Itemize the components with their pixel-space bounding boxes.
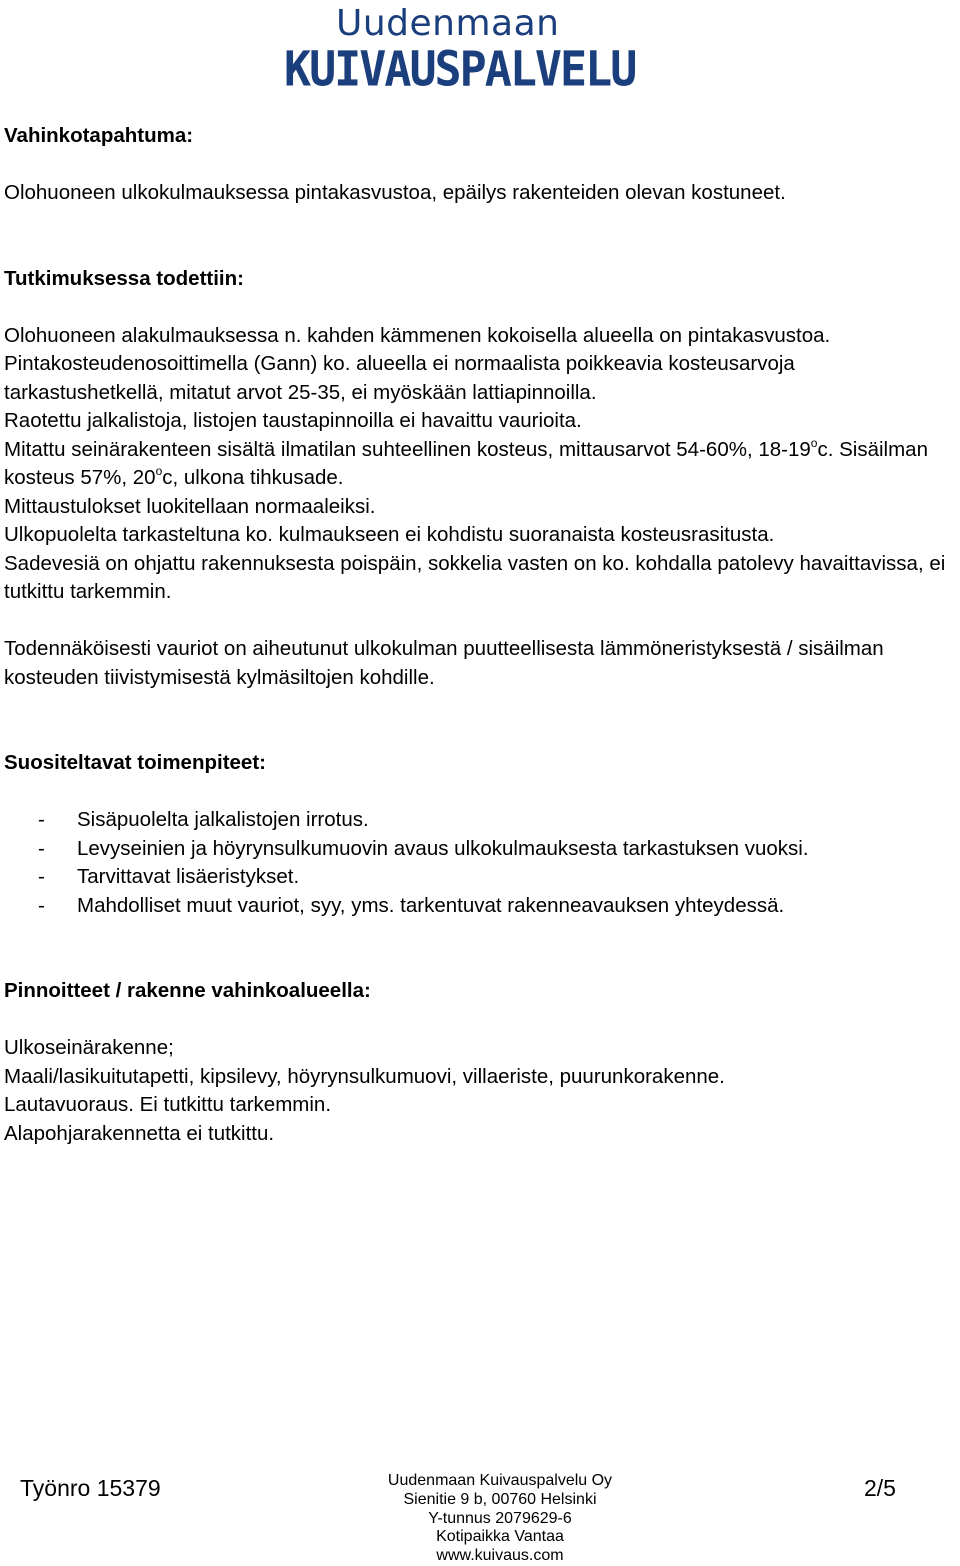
heading-vahinkotapahtuma: Vahinkotapahtuma:: [4, 124, 194, 147]
measurement-text-c: c, ulkona tihkusade.: [162, 466, 344, 489]
conclusion-text: Todennäköisesti vauriot on aiheutunut ulkokulman puutteellisesta lämmöneristyksestä / sisäilman kosteuden tiivistymisestä kylmäsiltojen kohdille.: [4, 637, 884, 689]
list-item: - Mahdolliset muut vauriot, syy, yms. tarkentuvat rakenneavauksen yhteydessä.: [4, 892, 960, 921]
finding-line: Olohuoneen alakulmauksessa n. kahden kämmenen kokoisella alueella on pintakasvustoa.: [4, 323, 831, 347]
page-number: 2/5: [864, 1475, 896, 1501]
logo-line-2: KUIVAUSPALVELU: [284, 40, 636, 97]
heading-toimenpiteet: Suositeltavat toimenpiteet:: [4, 751, 266, 774]
degree-symbol: o: [155, 464, 163, 479]
measurement-text-b: c. Sisäilman kosteus 57%, 20: [4, 437, 928, 489]
company-info: [250, 1472, 750, 1566]
finding-line: Pintakosteudenosoittimella (Gann) ko. alueella ei normaalista poikkeavia kosteusarvoja tarkastushetkellä, mitatut arvot 25-35, ei myöskään lattiapinnoilla.: [4, 352, 795, 404]
job-number: Työnro 15379: [20, 1475, 161, 1501]
structure-line: Ulkoseinärakenne;: [4, 1036, 174, 1059]
finding-line: Ulkopuolelta tarkasteltuna ko. kulmaukseen ei kohdistu suoranaista kosteusrasitusta.: [4, 523, 775, 546]
list-item: - Sisäpuolelta jalkalistojen irrotus.: [4, 806, 960, 835]
measurement-line: [4, 436, 960, 493]
company-logo: [284, 3, 636, 97]
company-website: www.kuivaus.com: [436, 1547, 564, 1565]
vahinko-text: Olohuoneen ulkokulmauksessa pintakasvustoa, epäilys rakenteiden olevan kostuneet.: [4, 181, 786, 204]
degree-symbol: o: [810, 435, 818, 450]
report-body: [4, 122, 960, 1148]
finding-line: Raotettu jalkalistoja, listojen taustapinnoilla ei havaittu vaurioita.: [4, 409, 582, 432]
company-domicile: Kotipaikka Vantaa: [436, 1528, 564, 1546]
list-item: - Levyseinien ja höyrynsulkumuovin avaus ulkokulmauksesta tarkastuksen vuoksi.: [4, 835, 960, 864]
logo-line-1: Uudenmaan: [336, 3, 560, 44]
structure-line: Lautavuoraus. Ei tutkittu tarkemmin.: [4, 1093, 332, 1116]
finding-line: Mittaustulokset luokitellaan normaaleiksi.: [4, 494, 376, 518]
heading-tutkimuksessa: Tutkimuksessa todettiin:: [4, 266, 244, 290]
list-item: - Tarvittavat lisäeristykset.: [4, 863, 960, 892]
heading-pinnoitteet: Pinnoitteet / rakenne vahinkoalueella:: [4, 979, 371, 1002]
company-address: Sienitie 9 b, 00760 Helsinki: [403, 1490, 597, 1508]
structure-line: Alapohjarakennetta ei tutkittu.: [4, 1121, 275, 1145]
company-business-id: Y-tunnus 2079629-6: [428, 1509, 572, 1527]
structure-line: Maali/lasikuitutapetti, kipsilevy, höyrynsulkumuovi, villaeriste, puurunkorakenne.: [4, 1064, 725, 1088]
company-name: Uudenmaan Kuivauspalvelu Oy: [387, 1472, 613, 1489]
measurement-text-a: Mitattu seinärakenteen sisältä ilmatilan suhteellinen kosteus, mittausarvot 54-60%, 18-19: [4, 437, 811, 461]
recommendation-list: [4, 806, 960, 920]
finding-line: Sadevesiä on ohjattu rakennuksesta poispäin, sokkelia vasten on ko. kohdalla patolevy havaittavissa, ei tutkittu tarkemmin.: [4, 551, 946, 603]
